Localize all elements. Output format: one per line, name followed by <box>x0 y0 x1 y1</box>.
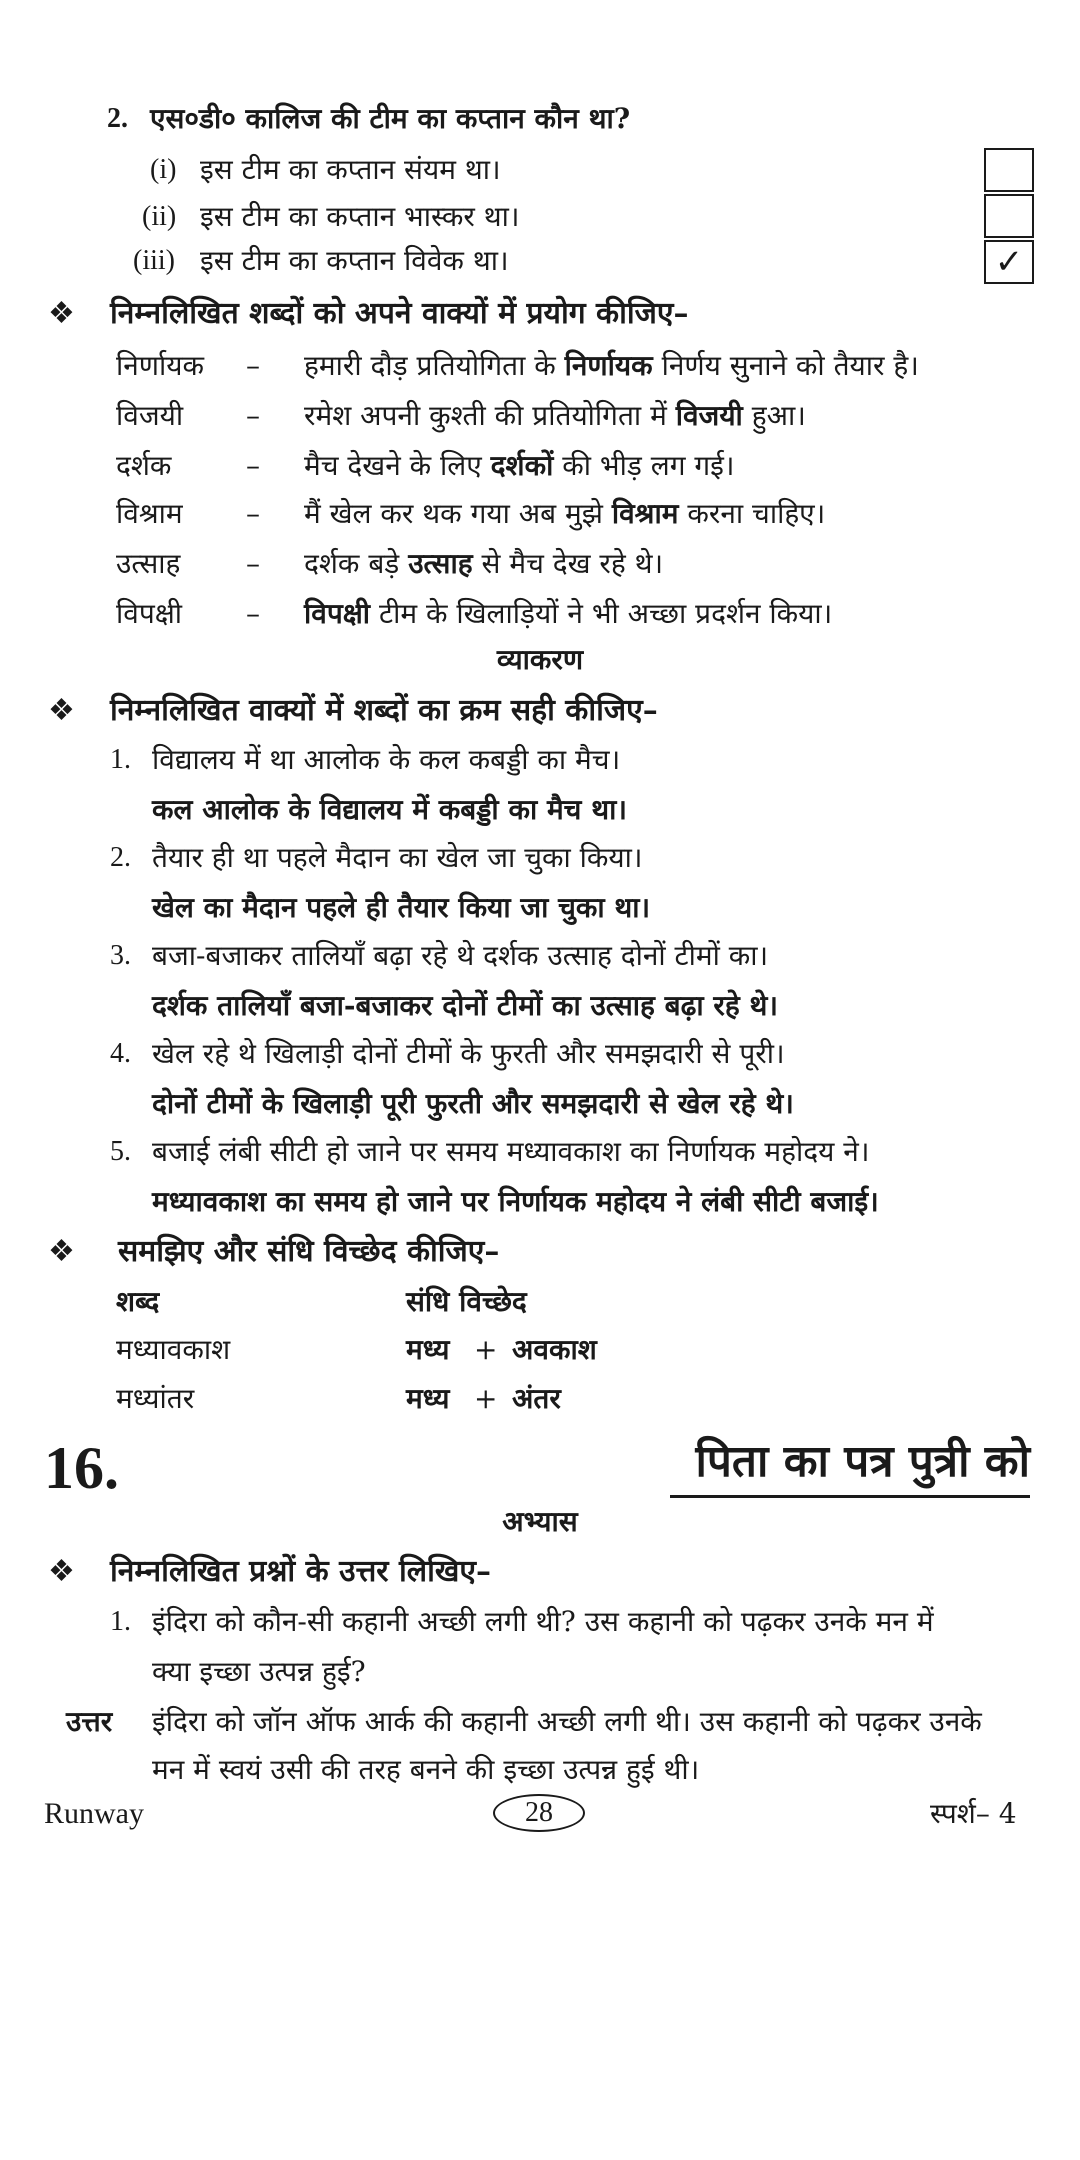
sandhi-word: मध्यांतर <box>116 1382 195 1415</box>
order-item-number: 2. <box>110 842 131 873</box>
sandhi-word: मध्यावकाश <box>116 1333 231 1366</box>
qa-answer-line: मन में स्वयं उसी की तरह बनने की इच्छा उत्पन्न हुई थी। <box>152 1753 700 1786</box>
option-text: इस टीम का कप्तान भास्कर था। <box>200 200 520 233</box>
order-item-answer: मध्यावकाश का समय हो जाने पर निर्णायक महोदय ने लंबी सीटी बजाई। <box>152 1185 879 1218</box>
word-term: निर्णायक <box>116 349 205 382</box>
option-checkbox[interactable] <box>984 148 1034 192</box>
exercise-heading: अभ्यास <box>502 1505 578 1538</box>
word-dash: – <box>246 449 260 482</box>
qa-question-line: इंदिरा को कौन-सी कहानी अच्छी लगी थी? उस कहानी को पढ़कर उनके मन में <box>152 1605 934 1638</box>
qa-answer-line: इंदिरा को जॉन ऑफ आर्क की कहानी अच्छी लगी थी। उस कहानी को पढ़कर उनके <box>152 1705 982 1738</box>
sandhi-col-split: संधि विच्छेद <box>406 1285 527 1318</box>
order-item-number: 1. <box>110 744 131 775</box>
qa-question-line: क्या इच्छा उत्पन्न हुई? <box>152 1655 366 1688</box>
order-item-jumbled: बजाई लंबी सीटी हो जाने पर समय मध्यावकाश का निर्णायक महोदय ने। <box>152 1135 870 1168</box>
word-term: दर्शक <box>116 449 172 482</box>
answer-label: उत्तर <box>66 1705 113 1738</box>
section-heading-words: निम्नलिखित शब्दों को अपने वाक्यों में प्रयोग कीजिए– <box>110 296 689 331</box>
word-dash: – <box>246 597 260 630</box>
word-dash: – <box>246 547 260 580</box>
option-label: (i) <box>150 154 177 185</box>
order-item-jumbled: खेल रहे थे खिलाड़ी दोनों टीमों के फुरती और समझदारी से पूरी। <box>152 1037 785 1070</box>
word-term: उत्साह <box>116 547 181 580</box>
question-text: एस०डी० कालिज की टीम का कप्तान कौन था? <box>150 102 631 135</box>
option-text: इस टीम का कप्तान संयम था। <box>200 153 501 186</box>
sandhi-plus: + <box>474 1382 498 1415</box>
order-item-number: 5. <box>110 1136 131 1167</box>
sandhi-col-word: शब्द <box>116 1285 160 1318</box>
option-label: (ii) <box>142 201 177 232</box>
word-term: विश्राम <box>116 497 183 530</box>
order-item-number: 4. <box>110 1038 131 1069</box>
page-number: 28 <box>493 1794 585 1832</box>
word-term: विपक्षी <box>116 597 183 630</box>
publisher-name: Runway <box>44 1797 144 1830</box>
word-sentence: दर्शक बड़े उत्साह से मैच देख रहे थे। <box>304 547 664 580</box>
section-heading-qa: निम्नलिखित प्रश्नों के उत्तर लिखिए– <box>110 1554 492 1589</box>
chapter-number: 16. <box>44 1435 119 1501</box>
option-checkbox-checked[interactable]: ✓ <box>984 240 1034 284</box>
order-item-jumbled: बजा-बजाकर तालियाँ बढ़ा रहे थे दर्शक उत्साह दोनों टीमों का। <box>152 939 769 972</box>
word-dash: – <box>246 399 260 432</box>
bullet-icon: ❖ <box>48 693 75 728</box>
word-sentence: हमारी दौड़ प्रतियोगिता के निर्णायक निर्णय सुनाने को तैयार है। <box>304 349 919 382</box>
word-sentence: मैच देखने के लिए दर्शकों की भीड़ लग गई। <box>304 449 735 482</box>
word-sentence: मैं खेल कर थक गया अब मुझे विश्राम करना चाहिए। <box>304 497 826 530</box>
question-number: 2. <box>107 103 128 134</box>
option-checkbox[interactable] <box>984 194 1034 238</box>
word-term: विजयी <box>116 399 184 432</box>
word-sentence: विपक्षी टीम के खिलाड़ियों ने भी अच्छा प्रदर्शन किया। <box>304 597 833 630</box>
sandhi-part: मध्य <box>406 1333 450 1366</box>
order-item-answer: खेल का मैदान पहले ही तैयार किया जा चुका था। <box>152 891 651 924</box>
sandhi-part: अंतर <box>512 1382 561 1415</box>
order-item-answer: दर्शक तालियाँ बजा-बजाकर दोनों टीमों का उत्साह बढ़ा रहे थे। <box>152 989 778 1022</box>
qa-question-number: 1. <box>110 1606 131 1637</box>
chapter-title: पिता का पत्र पुत्री को <box>670 1435 1030 1498</box>
order-item-answer: कल आलोक के विद्यालय में कबड्डी का मैच था। <box>152 793 627 826</box>
grammar-heading: व्याकरण <box>496 643 584 676</box>
order-item-number: 3. <box>110 940 131 971</box>
sandhi-plus: + <box>474 1333 498 1366</box>
option-label: (iii) <box>133 245 175 276</box>
word-dash: – <box>246 497 260 530</box>
section-heading-order: निम्नलिखित वाक्यों में शब्दों का क्रम सही कीजिए– <box>110 693 658 728</box>
bullet-icon: ❖ <box>48 296 75 331</box>
bullet-icon: ❖ <box>48 1234 75 1269</box>
sandhi-part: मध्य <box>406 1382 450 1415</box>
order-item-answer: दोनों टीमों के खिलाड़ी पूरी फुरती और समझदारी से खेल रहे थे। <box>152 1087 794 1120</box>
word-dash: – <box>246 349 260 382</box>
option-text: इस टीम का कप्तान विवेक था। <box>200 244 509 277</box>
section-heading-sandhi: समझिए और संधि विच्छेद कीजिए– <box>118 1234 500 1269</box>
order-item-jumbled: तैयार ही था पहले मैदान का खेल जा चुका किया। <box>152 841 643 874</box>
order-item-jumbled: विद्यालय में था आलोक के कल कबड्डी का मैच। <box>152 743 621 776</box>
word-sentence: रमेश अपनी कुश्ती की प्रतियोगिता में विजयी हुआ। <box>304 399 806 432</box>
bullet-icon: ❖ <box>48 1554 75 1589</box>
book-title: स्पर्श– 4 <box>930 1797 1017 1830</box>
sandhi-part: अवकाश <box>512 1333 597 1366</box>
